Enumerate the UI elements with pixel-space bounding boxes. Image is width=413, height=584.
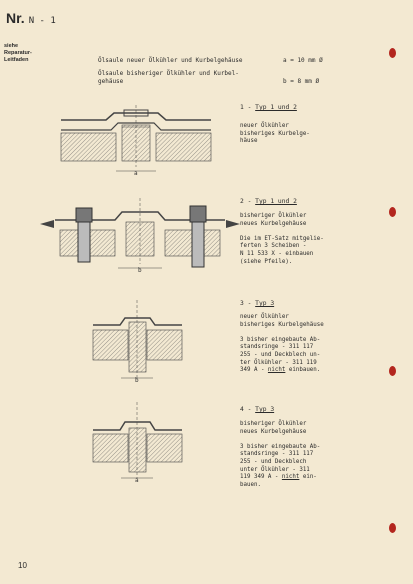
binder-hole [389, 366, 396, 376]
sidebar-line: Reparatur- [4, 50, 32, 56]
dim-label-b: b [135, 377, 139, 384]
page-header [6, 10, 56, 26]
diagram-3 [85, 300, 190, 385]
section-2-body: bisheriger Ölkühler neues Kurbelgehäuse Die im ET-Satz mitgelie- ferten 3 Scheiben - N 11 533 X - einbauen (siehe Pfeile). [240, 213, 324, 265]
sidebar-line: siehe [4, 43, 19, 49]
dim-label-a: a [134, 170, 138, 177]
section-3-body: neuer Ölkühler bisheriges Kurbelgehäuse 3 bisher eingebaute Ab- standsringe - 311 117 255 - und Deckblech un- ter Ölkühler - 311 119 349 A - nicht einbauen. [240, 314, 324, 374]
section-4-body: bisheriger Ölkühler neues Kurbelgehäuse 3 bisher eingebaute Ab- standsringe - 311 117 255 - und Deckblech unter Ölkühler - 311 119 349 A - nicht ein- bauen. [240, 421, 321, 488]
diagram-2 [40, 198, 240, 278]
sidebar-line: Leitfaden [4, 57, 29, 63]
diagram-4 [85, 402, 190, 484]
intro-line-1: Ölsaule neuer Ölkühler und Kurbelgehäuse [98, 57, 243, 64]
section-1-title: 1 - Typ 1 und 2 [240, 104, 297, 111]
intro-value-a: a = 10 mm Ø [283, 57, 323, 64]
binder-hole [389, 523, 396, 533]
binder-hole [389, 48, 396, 58]
sidebar-reference [4, 43, 44, 64]
dim-label-a: a [135, 477, 139, 484]
section-3-title: 3 - Typ 3 [240, 300, 275, 307]
nr-label: Nr. [6, 10, 25, 26]
section-1-body: neuer Ölkühler bisheriges Kurbelge- häuse [240, 123, 310, 145]
section-4-title: 4 - Typ 3 [240, 406, 275, 413]
section-2-title: 2 - Typ 1 und 2 [240, 198, 297, 205]
binder-hole [389, 207, 396, 217]
intro-line-2b: gehäuse [98, 78, 124, 85]
page-number: 10 [18, 561, 27, 570]
nr-number: N - 1 [28, 16, 56, 26]
intro-line-2: Ölsaule bisheriger Ölkühler und Kurbel- [98, 70, 239, 77]
intro-value-b: b = 8 mm Ø [283, 78, 320, 85]
dim-label-b: b [138, 267, 142, 274]
diagram-1 [56, 105, 216, 180]
